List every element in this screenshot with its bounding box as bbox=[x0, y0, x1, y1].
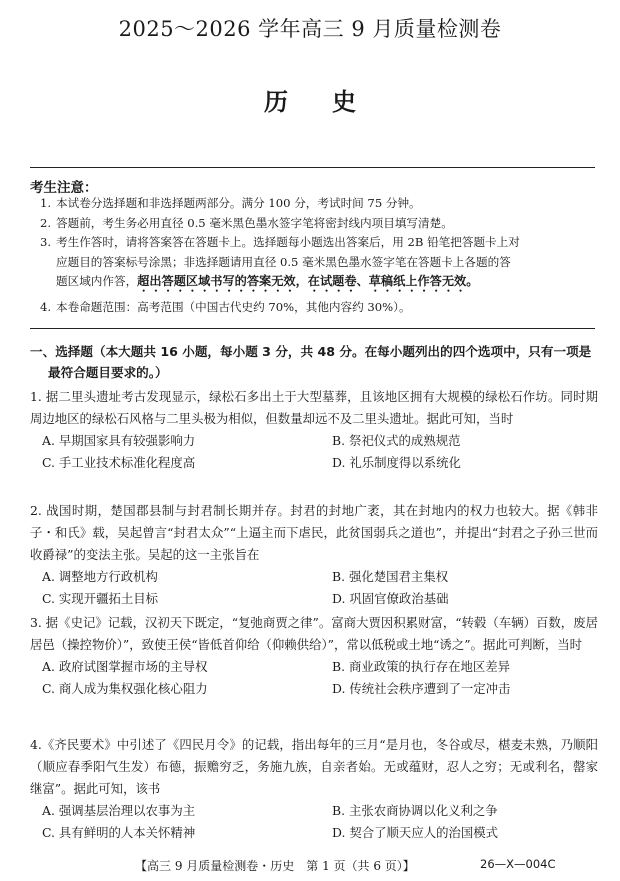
notice-divider bbox=[30, 328, 595, 329]
options-row bbox=[30, 678, 598, 700]
option-a[interactable]: A. 政府试图掌握市场的主导权 bbox=[42, 659, 208, 674]
notice-heading: 考生注意： bbox=[30, 180, 98, 196]
question-stem: 3. 据《史记》记载，汉初天下既定，“复弛商贾之律”。富商大贾因积累财富，“转毂（车辆）百数，废居居邑（操控物价）”，致使王侯“皆低首仰给（仰赖供给）”，常以低税或土地“诱之”。据此可判断，当时 bbox=[30, 615, 598, 652]
emphasis-warning: 超出答题区域书写的答案无效，在试题卷、草稿纸上作答无效。 bbox=[137, 274, 479, 288]
options-row bbox=[30, 822, 598, 844]
subject-char-2: 史 bbox=[332, 87, 356, 116]
options-row bbox=[30, 430, 598, 452]
option-c[interactable]: C. 具有鲜明的人本关怀精神 bbox=[42, 825, 196, 840]
option-c[interactable]: C. 商人成为集权强化核心阻力 bbox=[42, 681, 208, 696]
options-row bbox=[30, 656, 598, 678]
question-3 bbox=[30, 612, 598, 700]
question-stem: 2. 战国时期，楚国郡县制与封君制长期并存。封君的封地广袤，其在封地内的权力也较大。据《韩非子・和氏》载，吴起曾言“封君太众”“上逼主而下虐民，此贫国弱兵之道也”，并提出“封君之子孙三世而收爵禄”的变法主张。吴起的这一主张旨在 bbox=[30, 503, 598, 562]
notice-item-1: 1. 本试卷分选择题和非选择题两部分。满分 100 分，考试时间 75 分钟。 bbox=[40, 196, 421, 210]
exam-title: 2025～2026 学年高三 9 月质量检测卷 bbox=[118, 17, 502, 41]
question-4 bbox=[30, 734, 598, 844]
option-d[interactable]: D. 契合了顺天应人的治国模式 bbox=[332, 825, 499, 840]
option-b[interactable]: B. 强化楚国君主集权 bbox=[332, 569, 449, 584]
subject-char-1: 历 bbox=[264, 87, 288, 116]
notice-list bbox=[40, 194, 600, 318]
option-b[interactable]: B. 祭祀仪式的成熟规范 bbox=[332, 433, 461, 448]
options-row bbox=[30, 800, 598, 822]
top-divider bbox=[30, 167, 595, 168]
question-stem: 1. 据二里头遗址考古发现显示，绿松石多出土于大型墓葬，且该地区拥有大规模的绿松石作坊。同时期周边地区的绿松石风格与二里头极为相似，但数量却远不及二里头遗址。据此可知，当时 bbox=[30, 389, 598, 426]
option-c[interactable]: C. 实现开疆拓土目标 bbox=[42, 591, 159, 606]
option-d[interactable]: D. 传统社会秩序遭到了一定冲击 bbox=[332, 681, 511, 696]
option-b[interactable]: B. 商业政策的执行存在地区差异 bbox=[332, 659, 511, 674]
subject-title bbox=[0, 82, 620, 117]
notice-item-4: 4. 本卷命题范围：高考范围（中国古代史约 70%，其他内容约 30%）。 bbox=[40, 300, 411, 314]
options-row bbox=[30, 566, 598, 588]
section-heading: 一、选择题（本大题共 16 小题，每小题 3 分，共 48 分。在每小题列出的四个选项中，只有一项是 最符合题目要求的。） bbox=[30, 344, 592, 380]
footer-exam-code: 26—X—004C bbox=[480, 857, 556, 871]
options-row bbox=[30, 588, 598, 610]
option-d[interactable]: D. 礼乐制度得以系统化 bbox=[332, 455, 461, 470]
options-row bbox=[30, 452, 598, 474]
option-b[interactable]: B. 主张农商协调以化义利之争 bbox=[332, 803, 498, 818]
question-1 bbox=[30, 386, 598, 474]
option-c[interactable]: C. 手工业技术标准化程度高 bbox=[42, 455, 196, 470]
option-a[interactable]: A. 调整地方行政机构 bbox=[42, 569, 158, 584]
option-a[interactable]: A. 强调基层治理以农事为主 bbox=[42, 803, 196, 818]
footer-page-label: 【高三 9 月质量检测卷・历史 第 1 页（共 6 页）】 bbox=[135, 859, 415, 873]
option-d[interactable]: D. 巩固官僚政治基础 bbox=[332, 591, 449, 606]
question-stem: 4.《齐民要术》中引述了《四民月令》的记载，指出每年的三月“是月也，冬谷或尽，椹麦未熟，乃顺阳（顺应春季阳气生发）布德，振赡穷乏，务施九族，自亲者始。无或蕴财，忍人之穷；无或利名，罄家继富”。据此可知，该书 bbox=[30, 737, 598, 796]
notice-item-2: 2. 答题前，考生务必用直径 0.5 毫米黑色墨水签字笔将密封线内项目填写清楚。 bbox=[40, 215, 453, 230]
question-2 bbox=[30, 500, 598, 610]
notice-item-3: 3. 考生作答时，请将答案答在答题卡上。选择题每小题选出答案后，用 2B 铅笔把答题卡上对 应题目的答案标号涂黑；非选择题请用直径 0.5 毫米黑色墨水签字笔在答题卡上各题的答 题区域内作答，超出答题区域书写的答案无效，在试题卷、草稿纸上作答无效。 bbox=[40, 235, 520, 288]
option-a[interactable]: A. 早期国家具有较强影响力 bbox=[42, 433, 196, 448]
